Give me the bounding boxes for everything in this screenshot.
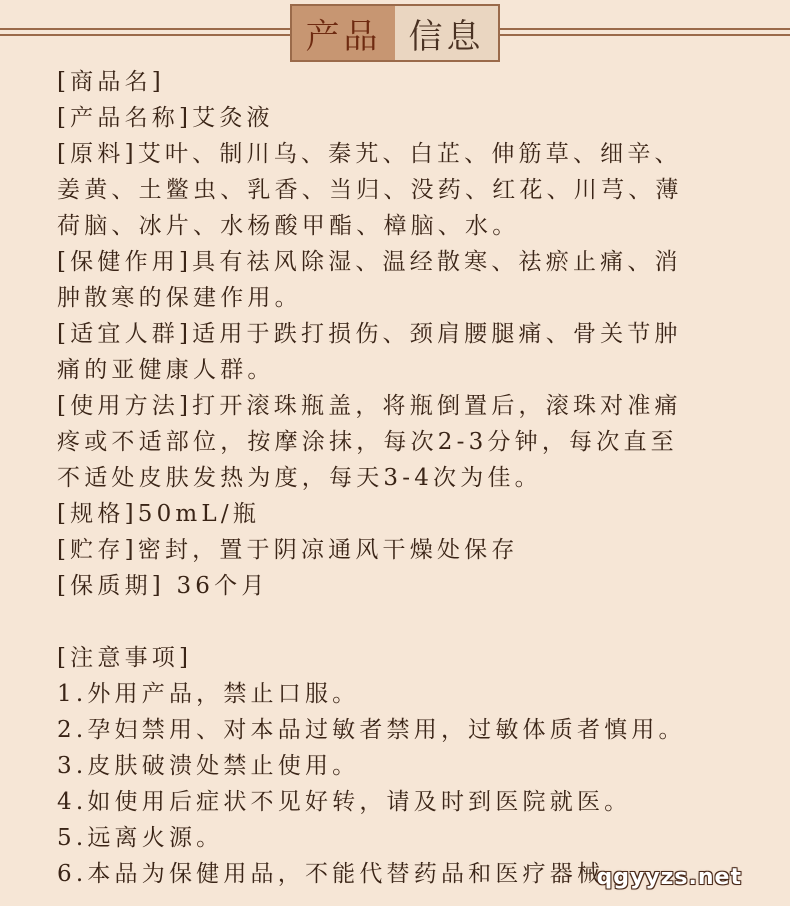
info-line-spec: [规格]50mL/瓶	[57, 501, 261, 527]
product-info-body	[57, 64, 757, 892]
info-line-shelf-life: [保质期] 36个月	[57, 573, 269, 599]
info-line-ingredients-2: 姜黄、土鳖虫、乳香、当归、没药、红花、川芎、薄	[57, 177, 683, 203]
info-line-function-1: [保健作用]具有祛风除湿、温经散寒、祛瘀止痛、消	[57, 249, 682, 275]
section-title-left: 产品	[292, 6, 395, 60]
info-line-product-name: [产品名称]艾灸液	[57, 105, 274, 131]
site-watermark: qgyyzs.net	[596, 865, 742, 890]
section-title	[290, 4, 500, 62]
info-line-storage: [贮存]密封，置于阴凉通风干燥处保存	[57, 537, 519, 563]
notes-item-1: 1.外用产品，禁止口服。	[57, 681, 360, 707]
section-title-right: 信息	[395, 6, 498, 60]
info-line-ingredients-3: 荷脑、冰片、水杨酸甲酯、樟脑、水。	[57, 213, 520, 239]
notes-heading: [注意事项]	[57, 645, 193, 671]
info-line-usage-2: 疼或不适部位，按摩涂抹，每次2-3分钟，每次直至	[57, 429, 678, 455]
info-line-product-name-label: [商品名]	[57, 69, 165, 95]
info-line-audience-1: [适宜人群]适用于跌打损伤、颈肩腰腿痛、骨关节肿	[57, 321, 682, 347]
notes-item-2: 2.孕妇禁用、对本品过敏者禁用，过敏体质者慎用。	[57, 717, 686, 743]
info-line-usage-1: [使用方法]打开滚珠瓶盖，将瓶倒置后，滚珠对准痛	[57, 393, 682, 419]
info-line-audience-2: 痛的亚健康人群。	[57, 357, 275, 383]
notes-item-6: 6.本品为保健用品，不能代替药品和医疗器械	[57, 861, 605, 887]
info-line-ingredients-1: [原料]艾叶、制川乌、秦艽、白芷、伸筋草、细辛、	[57, 141, 682, 167]
notes-item-3: 3.皮肤破溃处禁止使用。	[57, 753, 360, 779]
notes-item-4: 4.如使用后症状不见好转，请及时到医院就医。	[57, 789, 632, 815]
info-line-function-2: 肿散寒的保建作用。	[57, 285, 302, 311]
notes-item-5: 5.远离火源。	[57, 825, 224, 851]
info-line-usage-3: 不适处皮肤发热为度，每天3-4次为佳。	[57, 465, 542, 491]
spacer	[57, 604, 757, 640]
section-header	[0, 0, 790, 62]
